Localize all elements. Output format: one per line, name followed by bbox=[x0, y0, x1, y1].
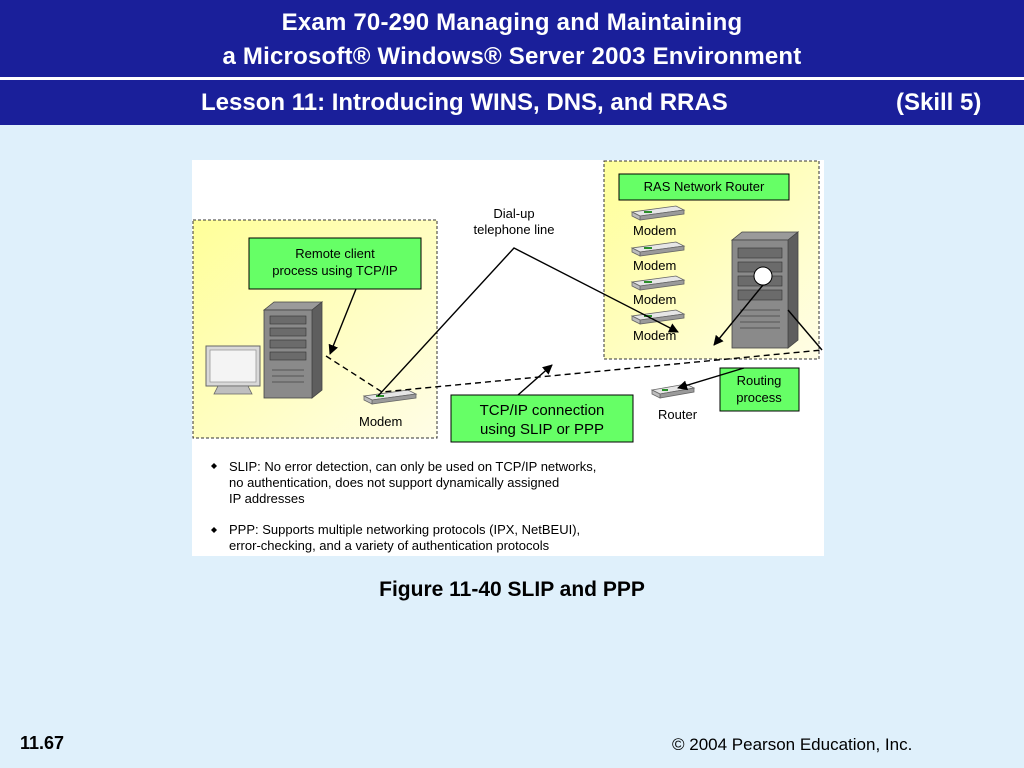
tcpip-label-2: using SLIP or PPP bbox=[480, 421, 604, 438]
dialup-label-2: telephone line bbox=[473, 222, 555, 237]
remote-client-label-2: process using TCP/IP bbox=[272, 263, 398, 278]
tcpip-label-1: TCP/IP connection bbox=[479, 402, 605, 419]
bullet-1-line-1: SLIP: No error detection, can only be used on TCP/IP networks, bbox=[229, 459, 597, 474]
router-icon bbox=[652, 384, 694, 398]
ras-server-icon bbox=[732, 232, 798, 348]
router-label: Router bbox=[658, 407, 698, 422]
figure-caption: Figure 11-40 SLIP and PPP bbox=[379, 578, 645, 601]
lesson-bar bbox=[0, 80, 1024, 125]
bullet-diamond-1 bbox=[211, 463, 217, 469]
bullet-1-line-3: IP addresses bbox=[229, 491, 305, 506]
ras-router-label: RAS Network Router bbox=[643, 179, 765, 194]
bullet-2-line-2: error-checking, and a variety of authentication protocols bbox=[229, 538, 550, 553]
client-server-icon bbox=[264, 302, 322, 398]
slip-ppp-figure bbox=[192, 160, 824, 556]
page-number: 11.67 bbox=[20, 733, 65, 753]
lesson-title: Lesson 11: Introducing WINS, DNS, and RRAS bbox=[201, 89, 728, 116]
bullet-list bbox=[211, 459, 596, 553]
bullet-2-line-1: PPP: Supports multiple networking protocols (IPX, NetBEUI), bbox=[229, 522, 581, 537]
title-bar bbox=[0, 0, 1024, 77]
routing-label-2: process bbox=[736, 390, 782, 405]
tcpip-arrow bbox=[518, 365, 552, 395]
modem-label-3: Modem bbox=[633, 292, 677, 307]
modem-label-2: Modem bbox=[633, 258, 677, 273]
routing-label-1: Routing bbox=[736, 373, 782, 388]
bullet-1-line-2: no authentication, does not support dynamically assigned bbox=[229, 475, 560, 490]
client-modem-label: Modem bbox=[359, 414, 403, 429]
remote-client-label-1: Remote client bbox=[295, 246, 375, 261]
dialup-label-1: Dial-up bbox=[493, 206, 535, 221]
bullet-diamond-2 bbox=[211, 527, 217, 533]
title-line-2: a Microsoft® Windows® Server 2003 Environment bbox=[222, 43, 802, 70]
skill-label: (Skill 5) bbox=[896, 89, 982, 116]
copyright: © 2004 Pearson Education, Inc. bbox=[672, 735, 913, 754]
modem-label-1: Modem bbox=[633, 223, 677, 238]
title-line-1: Exam 70-290 Managing and Maintaining bbox=[281, 9, 743, 36]
modem-label-4: Modem bbox=[633, 328, 677, 343]
